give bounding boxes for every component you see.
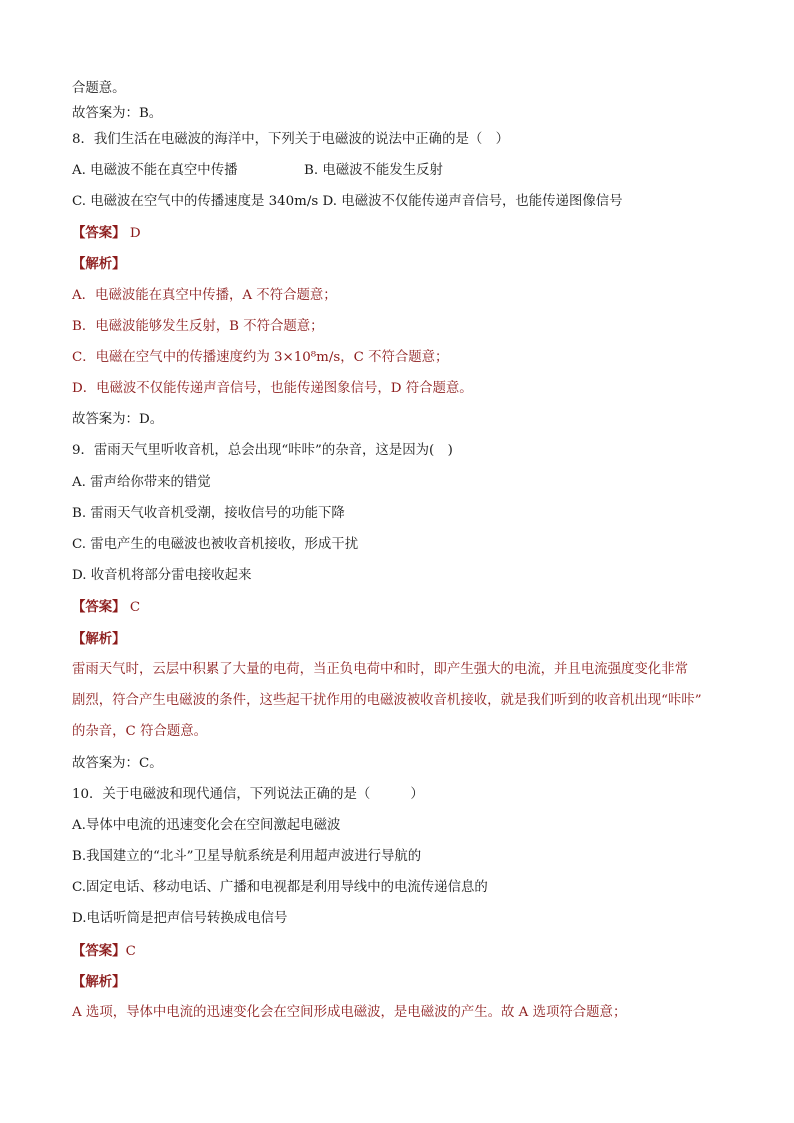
option-a: A. 雷声给你带来的错觉 <box>72 475 211 490</box>
question-8-options-row-1 <box>72 162 732 180</box>
option-d: D. 电磁波不仅能传递声音信号，也能传递图像信号 <box>322 194 623 209</box>
answer-value: C <box>129 600 141 615</box>
answer-label: 【答案】 <box>72 599 126 615</box>
option-b: B.我国建立的“北斗”卫星导航系统是利用超声波进行导航的 <box>72 849 422 864</box>
option-d: D. 收音机将部分雷电接收起来 <box>72 568 252 583</box>
answer-label: 【答案】 <box>72 225 126 241</box>
analysis-label: 【解析】 <box>72 256 126 272</box>
text-line: 故答案为：B。 <box>72 106 163 121</box>
option-d: D.电话听筒是把声信号转换成电信号 <box>72 911 288 926</box>
analysis-line: 雷雨天气时，云层中积累了大量的电荷，当正负电荷中和时，即产生强大的电流，并且电流强度变化非常 <box>72 662 688 677</box>
answer-row <box>72 598 732 617</box>
analysis-label: 【解析】 <box>72 631 126 647</box>
option-c: C. 雷电产生的电磁波也被收音机接收，形成干扰 <box>72 537 359 552</box>
answer-value: D <box>129 226 141 241</box>
answer-row <box>72 942 732 961</box>
analysis-line: B．电磁波能够发生反射，B 不符合题意； <box>72 319 324 334</box>
option-b: B. 雷雨天气收音机受潮，接收信号的功能下降 <box>72 506 345 521</box>
analysis-line: A 选项，导体中电流的迅速变化会在空间形成电磁波，是电磁波的产生。故 A 选项符合题意； <box>72 1005 627 1020</box>
conclusion: 故答案为：D。 <box>72 412 164 427</box>
conclusion: 故答案为：C。 <box>72 756 163 771</box>
question-8-options-row-2 <box>72 193 732 211</box>
analysis-line: 的杂音，C 符合题意。 <box>72 724 208 739</box>
option-c: C. 电磁波在空气中的传播速度是 340m/s <box>72 194 319 209</box>
answer-value: C <box>125 944 136 959</box>
analysis-line: 剧烈，符合产生电磁波的条件，这些起干扰作用的电磁波被收音机接收，就是我们听到的收音机出现“咔咔” <box>72 693 702 708</box>
text-line: 合题意。 <box>72 81 126 96</box>
question-10-stem: 10．关于电磁波和现代通信，下列说法正确的是（ ） <box>72 787 424 802</box>
option-b: B. 电磁波不能发生反射 <box>304 163 443 178</box>
question-9-stem: 9．雷雨天气里听收音机，总会出现“咔咔”的杂音，这是因为( ) <box>72 443 453 458</box>
option-c: C.固定电话、移动电话、广播和电视都是利用导线中的电流传递信息的 <box>72 880 488 895</box>
analysis-label: 【解析】 <box>72 974 126 990</box>
question-8-stem: 8．我们生活在电磁波的海洋中，下列关于电磁波的说法中正确的是（ ） <box>72 132 510 147</box>
analysis-line: C．电磁在空气中的传播速度约为 3×10⁸m/s，C 不符合题意； <box>72 350 449 365</box>
answer-row <box>72 224 732 243</box>
analysis-line: D．电磁波不仅能传递声音信号，也能传递图象信号，D 符合题意。 <box>72 381 473 396</box>
analysis-line: A．电磁波能在真空中传播，A 不符合题意； <box>72 288 337 303</box>
option-a: A. 电磁波不能在真空中传播 <box>72 163 238 178</box>
answer-label: 【答案】 <box>72 943 126 959</box>
option-a: A.导体中电流的迅速变化会在空间激起电磁波 <box>72 818 341 833</box>
